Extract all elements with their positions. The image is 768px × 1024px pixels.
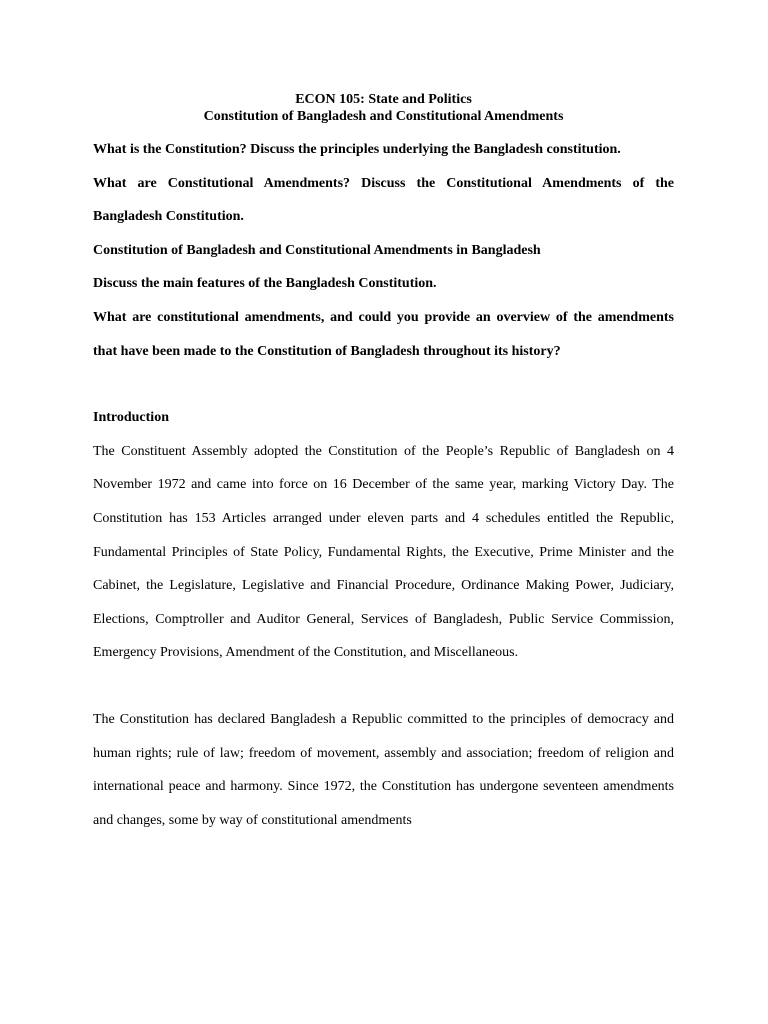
question-item: Constitution of Bangladesh and Constitutional Amendments in Bangladesh <box>93 242 541 258</box>
document-page <box>93 91 674 837</box>
question-item: What are Constitutional Amendments? Discuss the Constitutional Amendments of the Bangladesh Constitution. <box>93 175 674 225</box>
body-paragraph: The Constitution has declared Bangladesh a Republic committed to the principles of democracy and human rights; rule of law; freedom of movement, assembly and association; freedom of religion and international peace and harmony. Since 1972, the Constitution has undergone seventeen amendments and changes, some by way of constitutional amendments <box>93 711 674 828</box>
document-subtitle: Constitution of Bangladesh and Constitutional Amendments <box>203 109 564 124</box>
question-item: What are constitutional amendments, and could you provide an overview of the amendments that have been made to the Constitution of Bangladesh throughout its history? <box>93 309 674 359</box>
question-list <box>93 133 674 368</box>
document-title: ECON 105: State and Politics <box>295 92 472 107</box>
question-item: What is the Constitution? Discuss the principles underlying the Bangladesh constitution. <box>93 142 621 157</box>
question-item: Discuss the main features of the Bangladesh Constitution. <box>93 276 437 292</box>
section-heading-introduction: Introduction <box>93 410 169 426</box>
body-paragraph: The Constituent Assembly adopted the Constitution of the People’s Republic of Bangladesh on 4 November 1972 and came into force on 16 December of the same year, marking Victory Day. The Constitution has 153 Articles arranged under eleven parts and 4 schedules entitled the Republic, Fundamental Principles of State Policy, Fundamental Rights, the Executive, Prime Minister and the Cabinet, the Legislature, Legislative and Financial Procedure, Ordinance Making Power, Judiciary, Elections, Comptroller and Auditor General, Services of Bangladesh, Public Service Commission, Emergency Provisions, Amendment of the Constitution, and Miscellaneous. <box>93 443 674 661</box>
